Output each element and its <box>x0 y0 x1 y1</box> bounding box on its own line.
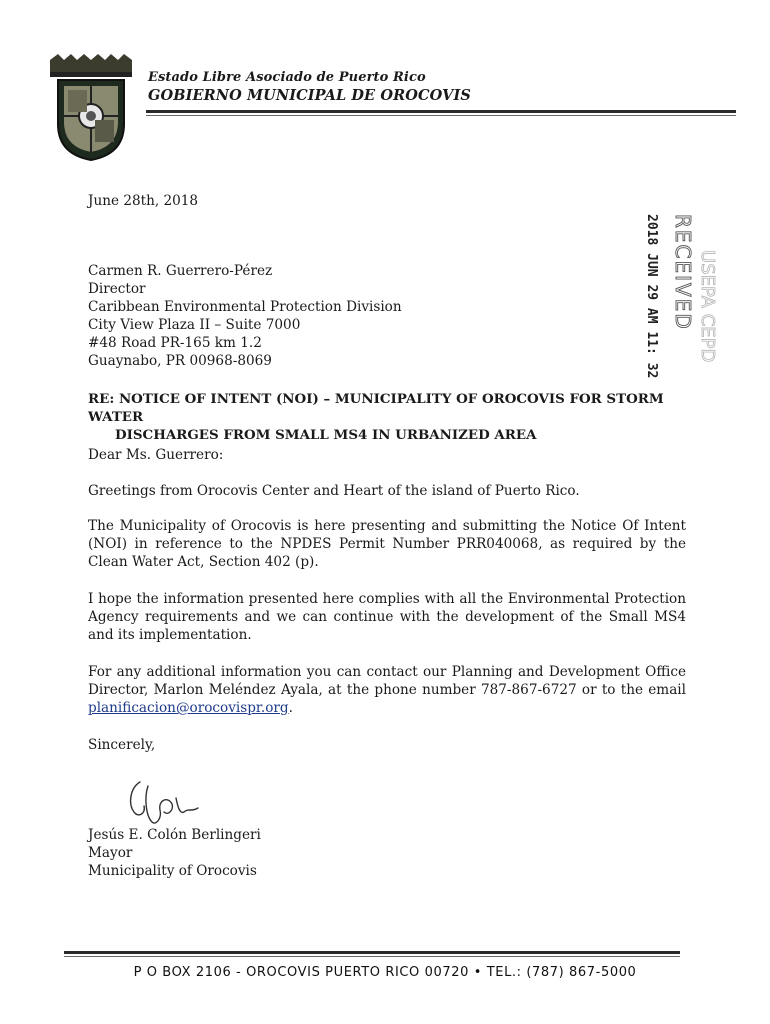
recipient-city: Guaynabo, PR 00968-8069 <box>88 353 272 369</box>
footer-divider-thin <box>64 956 680 957</box>
signer-name: Jesús E. Colón Berlingeri <box>88 827 261 843</box>
stamp-date-text: 2018 JUN 29 AM 11: 32 <box>644 214 659 379</box>
body-paragraph-1: Greetings from Orocovis Center and Heart of the island of Puerto Rico. <box>88 483 580 499</box>
letter-date: June 28th, 2018 <box>88 193 199 209</box>
signer-title: Mayor <box>88 845 133 861</box>
paragraph-4-end: . <box>288 700 293 716</box>
stamp-received-text: RECEIVED <box>671 214 695 331</box>
subject-line-2: DISCHARGES FROM SMALL MS4 IN URBANIZED AREA <box>115 427 537 443</box>
body-paragraph-4 <box>88 663 686 717</box>
email-link[interactable]: planificacion@orocovispr.org <box>88 700 289 716</box>
recipient-title: Director <box>88 281 146 297</box>
letterhead-line-1: Estado Libre Asociado de Puerto Rico <box>148 70 426 85</box>
recipient-address <box>88 262 402 370</box>
municipal-crest-logo <box>44 54 138 162</box>
paragraph-4-text: For any additional information you can contact our Planning and Development Office Director, Marlon Meléndez Ayala, at the phone number 787-867-6727 or to the email <box>88 664 686 698</box>
recipient-address-1: City View Plaza II – Suite 7000 <box>88 317 301 333</box>
recipient-address-2: #48 Road PR-165 km 1.2 <box>88 335 262 351</box>
footer-address: P O BOX 2106 - OROCOVIS PUERTO RICO 00720 • TEL.: (787) 867-5000 <box>133 965 637 980</box>
closing: Sincerely, <box>88 737 156 753</box>
signer-block <box>88 826 261 880</box>
letterhead-divider-thin <box>146 115 736 116</box>
body-paragraph-3: I hope the information presented here complies with all the Environmental Protection Agency requirements and we can continue with the development of the Small MS4 and its implementation. <box>88 591 686 643</box>
footer-divider <box>64 951 680 954</box>
subject-line-1: RE: NOTICE OF INTENT (NOI) – MUNICIPALITY OF OROCOVIS FOR STORM WATER <box>88 391 664 425</box>
subject-line <box>88 390 678 444</box>
received-stamp <box>640 210 718 379</box>
recipient-name: Carmen R. Guerrero-Pérez <box>88 263 273 279</box>
signature-image <box>118 778 218 830</box>
salutation: Dear Ms. Guerrero: <box>88 447 224 463</box>
recipient-org: Caribbean Environmental Protection Division <box>88 299 402 315</box>
signer-org: Municipality of Orocovis <box>88 863 257 879</box>
body-paragraph-2: The Municipality of Orocovis is here presenting and submitting the Notice Of Intent (NOI) in reference to the NPDES Permit Number PRR040068, as required by the Clean Water Act, Section 402 (p). <box>88 518 686 570</box>
letterhead-line-2: GOBIERNO MUNICIPAL DE OROCOVIS <box>148 87 471 104</box>
letterhead-divider <box>146 110 736 113</box>
stamp-agency-text: USEPA CEPD <box>697 250 718 363</box>
